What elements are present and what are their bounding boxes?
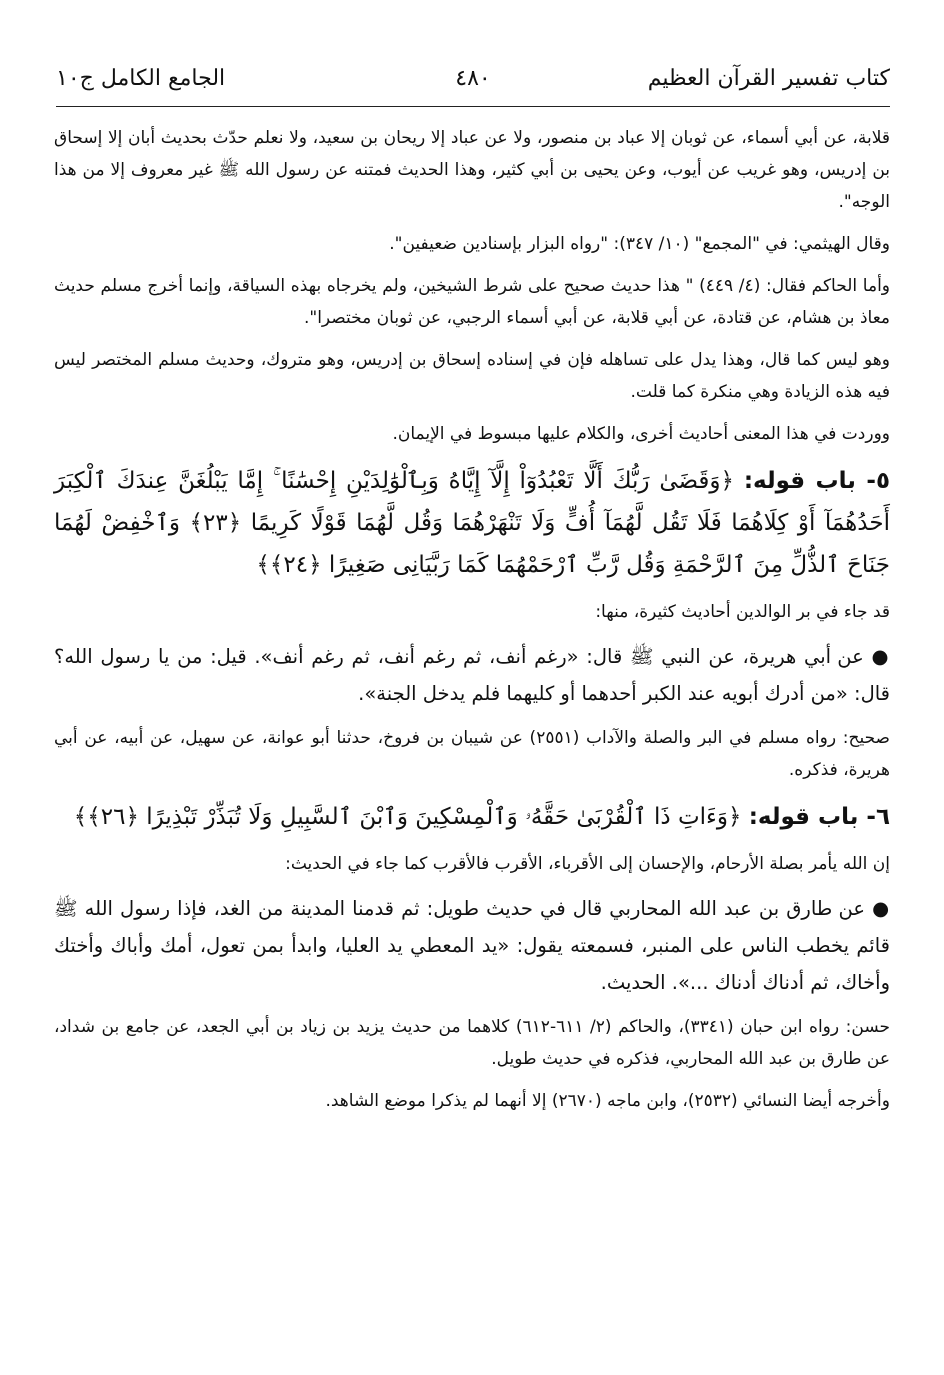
paragraph-takhrij-nasai: وأخرجه أيضا النسائي (٢٥٣٢)، وابن ماجه (٢٦٧٠) إلا أنهما لم يذكرا موضع الشاهد. (325, 1091, 890, 1111)
verse-26: ﴿وَءَاتِ ذَا ٱلْقُرْبَىٰ حَقَّهُۥ وَٱلْمِسْكِينَ وَٱبْنَ ٱلسَّبِيلِ وَلَا تُبَذِّرْ تَبْذِيرًا ﴿٢٦﴾﴾ (73, 804, 742, 830)
chapter-6-heading (54, 796, 890, 838)
chapter-5-label: ٥- باب قوله: (743, 468, 891, 494)
paragraph-haythami: وقال الهيثمي: في "المجمع" (١٠/ ٣٤٧): "رواه البزار بإسنادين ضعيفين". (389, 234, 890, 254)
book-title: كتاب تفسير القرآن العظيم (647, 66, 890, 91)
bullet-icon: ● (872, 897, 891, 920)
bullet-icon: ● (871, 645, 891, 668)
hadith-text: عن طارق بن عبد الله المحاربي قال في حديث طويل: ثم قدمنا المدينة من الغد، فإذا رسول الله ﷺ قائم يخطب الناس على المنبر، فسمعته يقول: «يد المعطي يد العليا، وابدأ بمن تعول، أمك وأباك وأختك وأخاك، ثم أدناك أدناك ...». الحديث. (54, 897, 890, 994)
page-header (56, 62, 890, 107)
paragraph-intro-parents: قد جاء في بر الوالدين أحاديث كثيرة، منها: (595, 602, 890, 622)
hadith-abu-hurayra (54, 638, 890, 712)
paragraph-takhrij-muslim: صحيح: رواه مسلم في البر والصلة والآداب (٢٥٥١) عن شيبان بن فروخ، حدثنا أبو عوانة، عن سهيل، عن أبيه، عن أبي هريرة، فذكره. (54, 728, 890, 780)
hadith-tariq (54, 890, 890, 1001)
paragraph-hakim: وأما الحاكم فقال: (٤/ ٤٤٩) " هذا حديث صحيح على شرط الشيخين، ولم يخرجاه بهذه السياقة، وإنما أخرج مسلم حديث معاذ بن هشام، عن قتادة، عن أبي قلابة، عن أبي أسماء الرجبي، عن ثوبان مختصرا". (54, 276, 890, 328)
paragraph-intro-kinship: إن الله يأمر بصلة الأرحام، والإحسان إلى الأقرباء، الأقرب فالأقرب كما جاء في الحديث: (285, 854, 890, 874)
paragraph-other-hadiths: ووردت في هذا المعنى أحاديث أخرى، والكلام عليها مبسوط في الإيمان. (392, 424, 890, 444)
page-number: ٤٨٠ (455, 66, 491, 91)
page-body (54, 122, 890, 1127)
verse-23-24: ﴿وَقَضَىٰ رَبُّكَ أَلَّا تَعْبُدُوٓاْ إِلَّآ إِيَّاهُ وَبِٱلْوَٰلِدَيْنِ إِحْسَٰنًا ۚ إِمَّا يَبْلُغَنَّ عِندَكَ ٱلْكِبَرَ أَحَدُهُمَآ أَوْ كِلَاهُمَا فَلَا تَقُل لَّهُمَآ أُفٍّ وَلَا تَنْهَرْهُمَا وَقُل لَّهُمَا قَوْلًا كَرِيمًا ﴿٢٣﴾ وَٱخْفِضْ لَهُمَا جَنَاحَ ٱلذُّلِّ مِنَ ٱلرَّحْمَةِ وَقُل رَّبِّ ٱرْحَمْهُمَا كَمَا رَبَّيَانِى صَغِيرًا ﴿٢٤﴾﴾ (54, 468, 890, 578)
paragraph-takhrij-ibn-hibban: حسن: رواه ابن حبان (٣٣٤١)، والحاكم (٢/ ٦١١-٦١٢) كلاهما من حديث يزيد بن زياد بن أبي الجعد، عن جامع بن شداد، عن طارق بن عبد الله المحاربي، فذكره في حديث طويل. (54, 1017, 890, 1069)
paragraph-critique: وهو ليس كما قال، وهذا يدل على تساهله فإن في إسناده إسحاق بن إدريس، وهو متروك، وحديث مسلم المختصر ليس فيه هذه الزيادة وهي منكرة كما قلت. (54, 350, 890, 402)
paragraph-continuation: قلابة، عن أبي أسماء، عن ثوبان إلا عباد بن منصور، ولا عن عباد إلا ريحان بن سعيد، ولا نعلم حدّث بحديث أبان إلا إسحاق بن إدريس، وهو غريب عن أيوب، وعن يحيى بن أبي كثير، وهذا الحديث فمتنه عن رسول الله ﷺ غير معروف إلا من هذا الوجه". (54, 128, 890, 212)
chapter-5-heading (54, 460, 890, 586)
chapter-6-label: ٦- باب قوله: (748, 804, 890, 830)
hadith-text: عن أبي هريرة، عن النبي ﷺ قال: «رغم أنف، ثم رغم أنف، ثم رغم أنف». قيل: من يا رسول الله؟ قال: «من أدرك أبويه عند الكبر أحدهما أو كليهما فلم يدخل الجنة». (54, 645, 890, 705)
volume-label: الجامع الكامل ج١٠ (56, 66, 226, 91)
